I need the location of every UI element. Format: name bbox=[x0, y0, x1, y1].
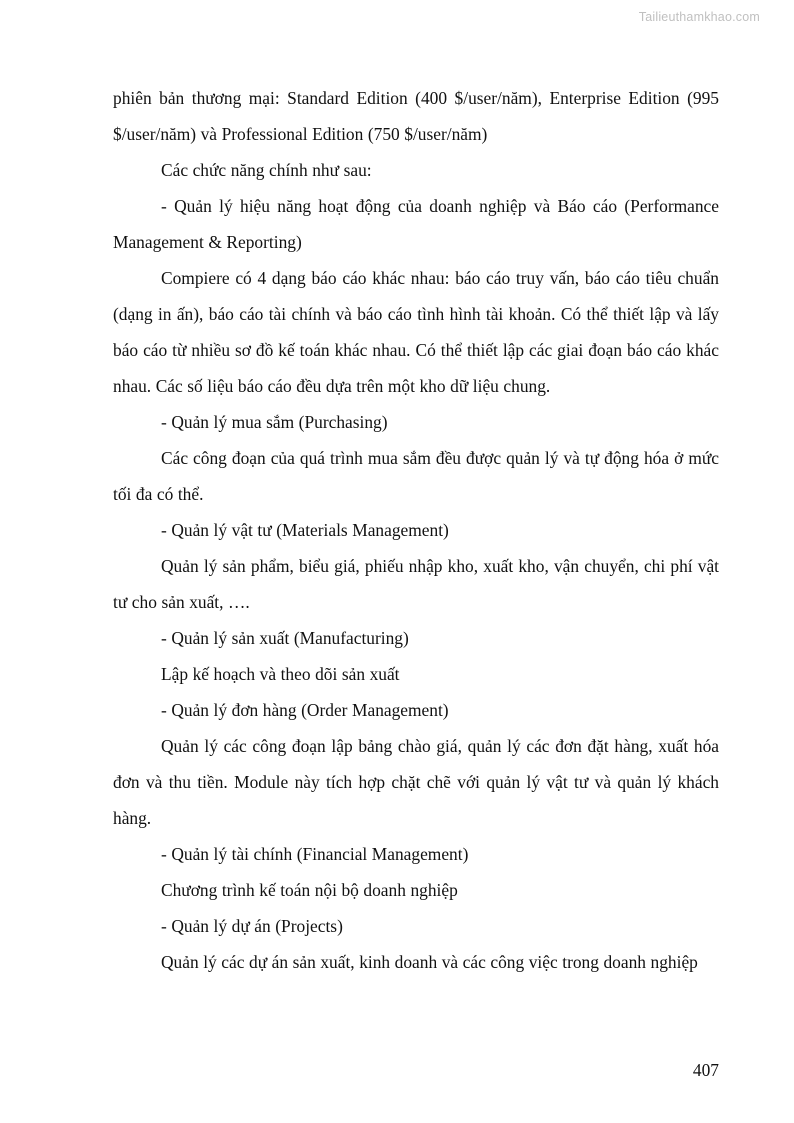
paragraph-p9: - Quản lý sản xuất (Manufacturing) bbox=[161, 628, 409, 648]
paragraph-p3: - Quản lý hiệu năng hoạt động của doanh nghiệp và Báo cáo (Performance Management & Reporting) bbox=[113, 196, 719, 252]
paragraph-p4: Compiere có 4 dạng báo cáo khác nhau: báo cáo truy vấn, báo cáo tiêu chuẩn (dạng in ấn), báo cáo tài chính và báo cáo tình hình tài khoản. Có thể thiết lập và lấy báo cáo từ nhiều sơ đồ kế toán khác nhau. Có thể thiết lập các giai đoạn báo cáo khác nhau. Các số liệu báo cáo đều dựa trên một kho dữ liệu chung. bbox=[113, 268, 719, 396]
paragraph-p11: - Quản lý đơn hàng (Order Management) bbox=[161, 700, 449, 720]
paragraph-p14: Chương trình kế toán nội bộ doanh nghiệp bbox=[161, 880, 458, 900]
paragraph-p13: - Quản lý tài chính (Financial Management) bbox=[161, 844, 469, 864]
page-text-column bbox=[113, 80, 719, 980]
paragraph-p2: Các chức năng chính như sau: bbox=[161, 160, 372, 180]
paragraph-p6: Các công đoạn của quá trình mua sắm đều được quản lý và tự động hóa ở mức tối đa có thể. bbox=[113, 448, 719, 504]
paragraph-p16: Quản lý các dự án sản xuất, kinh doanh và các công việc trong doanh nghiệp bbox=[161, 952, 698, 972]
paragraph-p8: Quản lý sản phẩm, biểu giá, phiếu nhập kho, xuất kho, vận chuyển, chi phí vật tư cho sản xuất, …. bbox=[113, 556, 719, 612]
watermark-text: Tailieuthamkhao.com bbox=[638, 10, 760, 24]
paragraph-p10: Lập kế hoạch và theo dõi sản xuất bbox=[161, 664, 400, 684]
paragraph-p1: phiên bản thương mại: Standard Edition (400 $/user/năm), Enterprise Edition (995 $/user/năm) và Professional Edition (750 $/user/năm) bbox=[113, 88, 719, 144]
paragraph-p15: - Quản lý dự án (Projects) bbox=[161, 916, 343, 936]
paragraph-p12: Quản lý các công đoạn lập bảng chào giá, quản lý các đơn đặt hàng, xuất hóa đơn và thu tiền. Module này tích hợp chặt chẽ với quản lý vật tư và quản lý khách hàng. bbox=[113, 736, 719, 828]
paragraph-p7: - Quản lý vật tư (Materials Management) bbox=[161, 520, 449, 540]
paragraph-p5: - Quản lý mua sắm (Purchasing) bbox=[161, 412, 388, 432]
page-number: 407 bbox=[692, 1060, 719, 1080]
